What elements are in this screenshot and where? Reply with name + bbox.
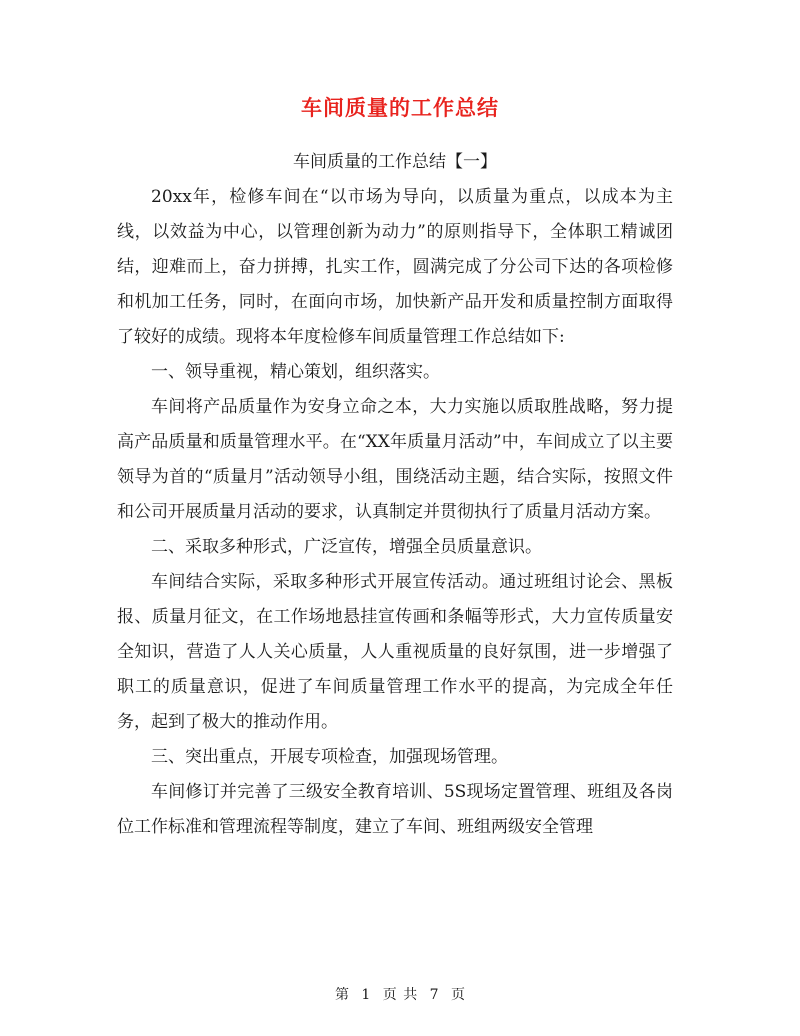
- section-heading-1: 一、领导重视，精心策划，组织落实。: [151, 362, 440, 382]
- footer-current-page: 1: [361, 987, 371, 1003]
- document-body: [117, 145, 673, 845]
- document-title: 车间质量的工作总结: [301, 96, 499, 120]
- section-heading-3: 三、突出重点，开展专项检查，加强现场管理。: [151, 747, 508, 767]
- footer-prefix: 第: [334, 987, 349, 1003]
- paragraph-intro: 20xx年，检修车间在“以市场为导向，以质量为重点，以成本为主线，以效益为中心，以管理创新为动力”的原则指导下，全体职工精诚团结，迎难而上，奋力拼搏，扎实工作，圆满完成了分公司下达的各项检修和机加工任务，同时，在面向市场，加快新产品开发和质量控制方面取得了较好的成绩。现将本年度检修车间质量管理工作总结如下:: [117, 187, 673, 347]
- footer-suffix: 页: [451, 987, 466, 1003]
- paragraph-section-3: 车间修订并完善了三级安全教育培训、5S现场定置管理、班组及各岗位工作标准和管理流程等制度，建立了车间、班组两级安全管理: [117, 782, 673, 837]
- section-heading-2: 二、采取多种形式，广泛宣传，增强全员质量意识。: [151, 537, 542, 557]
- paragraph-section-2: 车间结合实际，采取多种形式开展宣传活动。通过班组讨论会、黑板报、质量月征文，在工作场地悬挂宣传画和条幅等形式，大力宣传质量安全知识，营造了人人关心质量，人人重视质量的良好氛围，进一步增强了职工的质量意识，促进了车间质量管理工作水平的提高，为完成全年任务，起到了极大的推动作用。: [117, 572, 673, 732]
- footer-total-pages: 7: [429, 987, 439, 1003]
- footer-mid: 页 共: [382, 987, 418, 1003]
- section-subtitle: 车间质量的工作总结【一】: [293, 152, 497, 172]
- page-footer: [0, 984, 800, 1004]
- paragraph-section-1: 车间将产品质量作为安身立命之本，大力实施以质取胜战略，努力提高产品质量和质量管理水平。在“XX年质量月活动”中，车间成立了以主要领导为首的“质量月”活动领导小组，围绕活动主题，结合实际，按照文件和公司开展质量月活动的要求，认真制定并贯彻执行了质量月活动方案。: [117, 397, 673, 522]
